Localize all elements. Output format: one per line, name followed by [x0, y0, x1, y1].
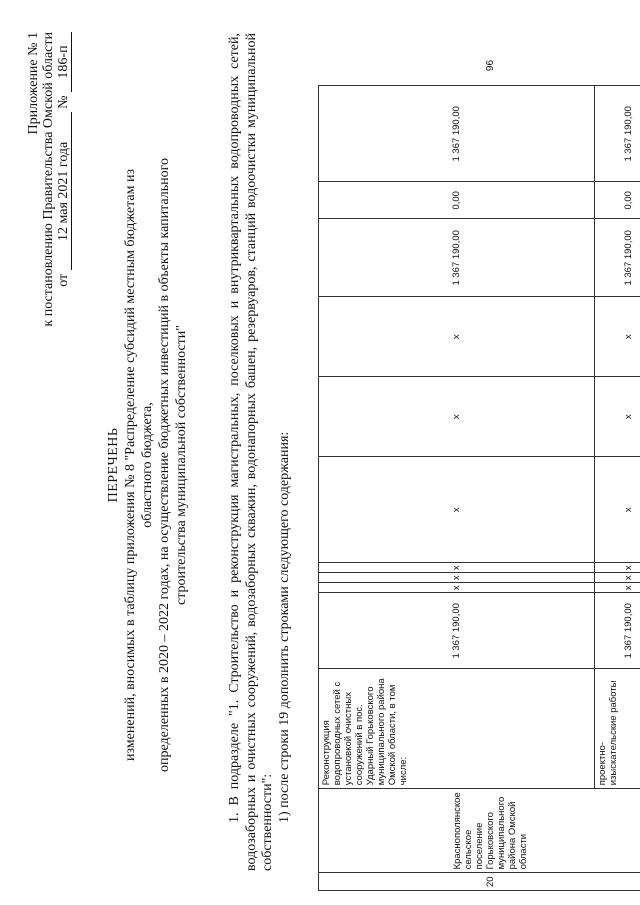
- appendix-date: 12 мая 2021 года: [56, 112, 72, 270]
- subsidy-table: [318, 46, 640, 891]
- amount-cell: 1 367 190,00: [595, 86, 640, 182]
- title-line-3: строительства муниципальной собственности": [174, 325, 189, 605]
- municipality-cell: Краснополянское сельское поселение Горьковского муниципального района Омской области: [319, 789, 640, 873]
- appendix-number: 186-п: [56, 32, 72, 92]
- table-row: [319, 46, 595, 891]
- appendix-line-1: Приложение № 1: [26, 32, 41, 135]
- paragraph-1: 1. В подразделе "1. Строительство и реконструкция магистральных, поселковых и внутриквартальных водопроводных сетей, водозаборных и очистных сооружений, водозаборных скважин, водонапорных башен, резервуаров, станций водоочистки муниципальной собственности":: [227, 33, 275, 871]
- appendix-header: [26, 32, 72, 327]
- table-wrapper: [318, 46, 640, 891]
- document-title: [105, 145, 190, 785]
- x-small-cell: x: [319, 583, 595, 593]
- title-line-1: изменений, вносимых в таблицу приложения № 8 "Распределение субсидий местным бюджетам из областного бюджета,: [123, 168, 155, 762]
- x-cell: x: [319, 297, 595, 377]
- total-cell: 1 367 190,00: [319, 593, 595, 669]
- amount-cell: 1 367 190,00: [319, 86, 595, 182]
- x-cell: x: [595, 297, 640, 377]
- x-cell: x: [319, 457, 595, 563]
- title-heading: ПЕРЕЧЕНЬ: [106, 427, 121, 503]
- x-small-cell: x: [595, 583, 640, 593]
- zero-amount-cell: 0,00: [319, 182, 595, 219]
- row-number-cell: 20: [319, 873, 640, 891]
- title-line-2: определенных в 2020 – 2022 годах, на осуществление бюджетных инвестиций в объекты капитального: [157, 157, 172, 773]
- appendix-number-label: №: [56, 95, 71, 109]
- x-small-cell: x: [595, 563, 640, 573]
- object-cell: проектно-изыскательские работы: [595, 669, 640, 789]
- side-marker: 96: [485, 59, 496, 72]
- appendix-line-3: [56, 32, 72, 327]
- total-cell: 1 367 190,00: [595, 593, 640, 669]
- x-cell: x: [319, 377, 595, 457]
- amount-cell: 1 367 190,00: [595, 219, 640, 297]
- body-text: [227, 33, 293, 871]
- x-cell: x: [595, 377, 640, 457]
- appendix-line-2: к постановлению Правительства Омской области: [41, 32, 56, 327]
- x-cell: x: [595, 457, 640, 563]
- x-small-cell: x: [319, 563, 595, 573]
- table-row: [595, 46, 640, 891]
- paragraph-2: 1) после строки 19 дополнить строками следующего содержания:: [276, 431, 292, 823]
- appendix-from-label: от: [56, 273, 71, 287]
- x-small-cell: x: [595, 573, 640, 583]
- object-cell: Реконструкция водопроводных сетей с установкой очистных сооружений в пос. Ударный Горьковского муниципального района Омской области, в том числе:: [319, 669, 595, 789]
- amount-cell: 1 367 190,00: [319, 219, 595, 297]
- zero-amount-cell: 0,00: [595, 182, 640, 219]
- x-small-cell: x: [319, 573, 595, 583]
